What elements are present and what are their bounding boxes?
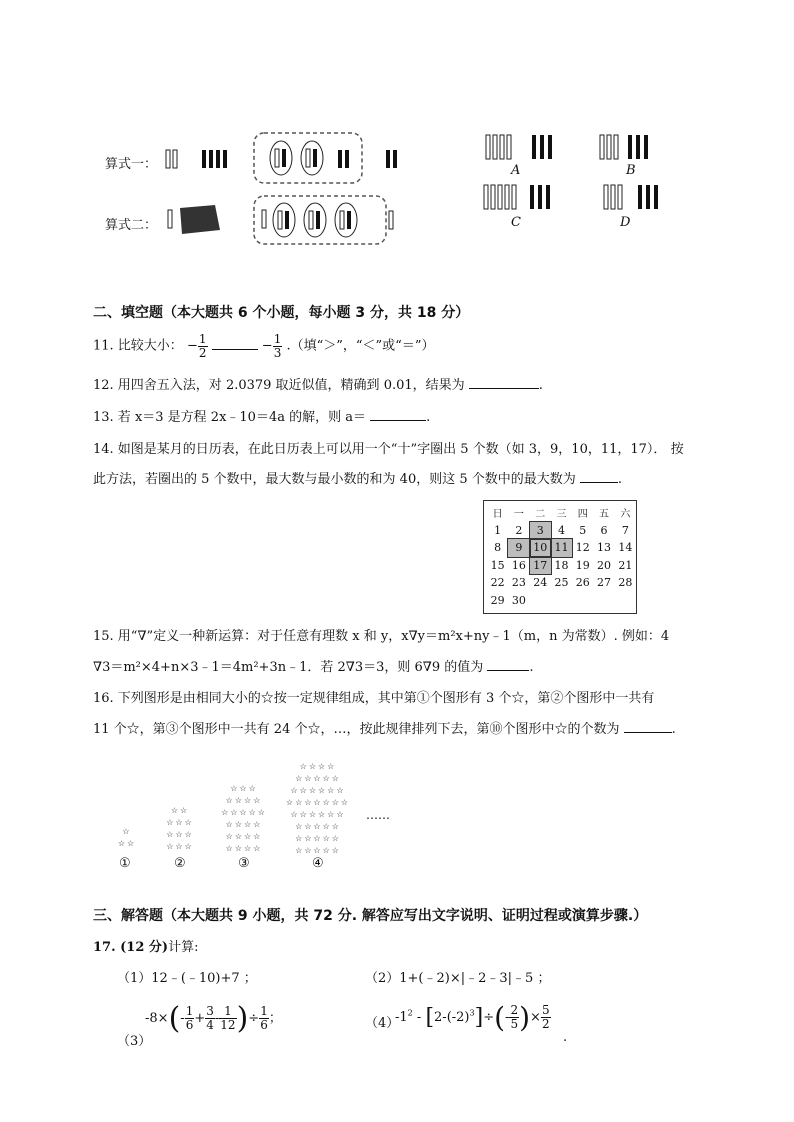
calendar-cell: 17: [530, 557, 551, 575]
question-15-line2: ∇3＝m²×4+n×3﹣1＝4m²+3n﹣1．若 2∇3＝3，则 6∇9 的值为 .: [93, 660, 534, 675]
q16-answer-blank[interactable]: [624, 732, 672, 733]
calendar-cell: 9: [508, 539, 529, 557]
calendar-cell: [615, 592, 636, 610]
equation-1-label: 算式一：: [105, 157, 158, 172]
q14-answer-blank[interactable]: [580, 482, 618, 483]
calendar-header: 日: [492, 509, 503, 521]
question-11: 11. 比较大小： − $\frac{1}{2}$ − $\frac{1}{3}$ .（填“＞”，“＜”或“＝”）: [93, 332, 435, 360]
q17-part-4-end: .: [563, 1030, 568, 1045]
calendar-cell: 11: [551, 539, 572, 557]
calendar-cell: 4: [557, 523, 565, 537]
q11-answer-blank[interactable]: [212, 349, 258, 350]
calendar-cell: 13: [597, 541, 612, 555]
question-16-line1: 16. 下列图形是由相同大小的☆按一定规律组成，其中第①个图形有 3 个☆，第②个图形中一共有: [93, 691, 655, 706]
q17-part-1: （1）12﹣(﹣10)+7 ；: [117, 971, 257, 986]
option-b-label: B: [626, 163, 636, 178]
calendar-cell: 23: [511, 576, 526, 590]
calendar-cell: [572, 592, 593, 610]
calendar-header: 四: [577, 509, 588, 521]
star-label-3: ③: [238, 856, 250, 871]
q15-answer-blank[interactable]: [487, 670, 529, 671]
section-3-title: 三、解答题（本大题共 9 小题，共 72 分. 解答应写出文字说明、证明过程或演算步骤.）: [93, 908, 648, 924]
calendar-cell: 15: [490, 558, 505, 572]
matchstick-figure: [160, 130, 410, 245]
question-16-line2: 11 个☆，第③个图形中一共有 24 个☆，…，按此规律排列下去，第⑩个图形中☆的个数为 .: [93, 722, 676, 737]
calendar-cell: 10: [530, 539, 551, 557]
star-label-4: ④: [312, 856, 324, 871]
q17-part-2: （2）1+(﹣2)×|﹣2﹣3|﹣5 ；: [365, 971, 551, 986]
calendar-cell: 29: [490, 593, 505, 607]
question-17-head: 17. (12 分)计算:: [93, 940, 199, 955]
option-a-label: A: [511, 163, 521, 178]
option-d-label: D: [620, 215, 631, 230]
calendar-header: 二: [535, 509, 546, 521]
star-ellipsis: ……: [366, 808, 390, 822]
q12-answer-blank[interactable]: [469, 388, 539, 389]
q17-part-4-label: （4）: [365, 1016, 400, 1031]
calendar-cell: 21: [618, 558, 633, 572]
calendar-cell: 30: [511, 593, 526, 607]
calendar-header: 五: [599, 509, 610, 521]
question-14-line1: 14. 如图是某月的日历表，在此日历表上可以用一个“十”字圈出 5 个数（如 3，9，10，11，17）． 按: [93, 442, 684, 457]
calendar-cell: 22: [490, 576, 505, 590]
question-12: 12. 用四舍五入法，对 2.0379 取近似值，精确到 0.01，结果为 .: [93, 378, 543, 393]
calendar-cell: 26: [575, 576, 590, 590]
q13-answer-blank[interactable]: [370, 420, 426, 421]
calendar-cell: 18: [554, 558, 569, 572]
equation-2-label: 算式二：: [105, 218, 158, 233]
q17-part-4-expression: $-1^2 - [2-(-2)^3]\div(-$ $\frac{2}{5}$ )× $\frac{5}{2}$: [395, 1001, 550, 1034]
star-figure-3: ☆☆☆ ☆☆☆☆ ☆☆☆☆☆ ☆☆☆☆ ☆☆☆☆ ☆☆☆☆: [221, 784, 267, 853]
star-label-2: ②: [174, 856, 186, 871]
star-figure-4: ☆☆☆☆ ☆☆☆☆☆ ☆☆☆☆☆☆ ☆☆☆☆☆☆☆ ☆☆☆☆☆☆ ☆☆☆☆☆ ☆☆☆☆☆ ☆☆☆☆☆: [285, 762, 351, 855]
star-label-1: ①: [119, 856, 131, 871]
calendar-cell: 27: [597, 576, 612, 590]
section-2-title: 二、填空题（本大题共 6 个小题，每小题 3 分，共 18 分）: [93, 305, 470, 321]
calendar-cell: 7: [621, 523, 629, 537]
calendar-cell: 3: [530, 522, 551, 540]
calendar-cell: 2: [515, 523, 523, 537]
question-13: 13. 若 x＝3 是方程 2x﹣10＝4a 的解，则 a＝ .: [93, 410, 431, 425]
calendar-table: [483, 500, 637, 614]
calendar-cell: 5: [579, 523, 587, 537]
calendar-cell: 24: [533, 576, 548, 590]
question-15-line1: 15. 用“∇”定义一种新运算：对于任意有理数 x 和 y，x∇y＝m²x+ny﹣1（m，n 为常数）. 例如：4: [93, 629, 670, 644]
option-c-label: C: [511, 215, 521, 230]
calendar-cell: [530, 592, 551, 610]
calendar-cell: [593, 592, 614, 610]
q17-part-3-expression: -8×(- $\frac{1}{6}$ + $\frac{3}{4}$ - $\frac{1}{12}$ )÷ $\frac{1}{6}$ ；: [145, 1001, 282, 1036]
calendar-cell: 12: [575, 541, 590, 555]
calendar-cell: 28: [618, 576, 633, 590]
question-14-line2: 此方法，若圈出的 5 个数中，最大数与最小数的和为 40，则这 5 个数中的最大数为 .: [93, 472, 623, 487]
calendar-header: 六: [620, 509, 631, 521]
calendar-cell: 16: [511, 558, 526, 572]
calendar-header: 一: [513, 509, 524, 521]
star-figure-1: ☆ ☆☆: [117, 827, 137, 848]
calendar-cell: 20: [597, 558, 612, 572]
calendar-cell: [551, 592, 572, 610]
calendar-header: 三: [556, 509, 567, 521]
calendar-cell: 14: [618, 541, 633, 555]
calendar-cell: 6: [600, 523, 608, 537]
star-figure-2: ☆☆ ☆☆☆ ☆☆☆ ☆☆☆: [166, 806, 194, 851]
calendar-cell: 25: [554, 576, 569, 590]
calendar-cell: 1: [494, 523, 502, 537]
q17-part-3-label: （3）: [117, 1034, 152, 1049]
calendar-cell: 8: [494, 541, 502, 555]
calendar-cell: 19: [575, 558, 590, 572]
options-figure: [482, 133, 667, 233]
